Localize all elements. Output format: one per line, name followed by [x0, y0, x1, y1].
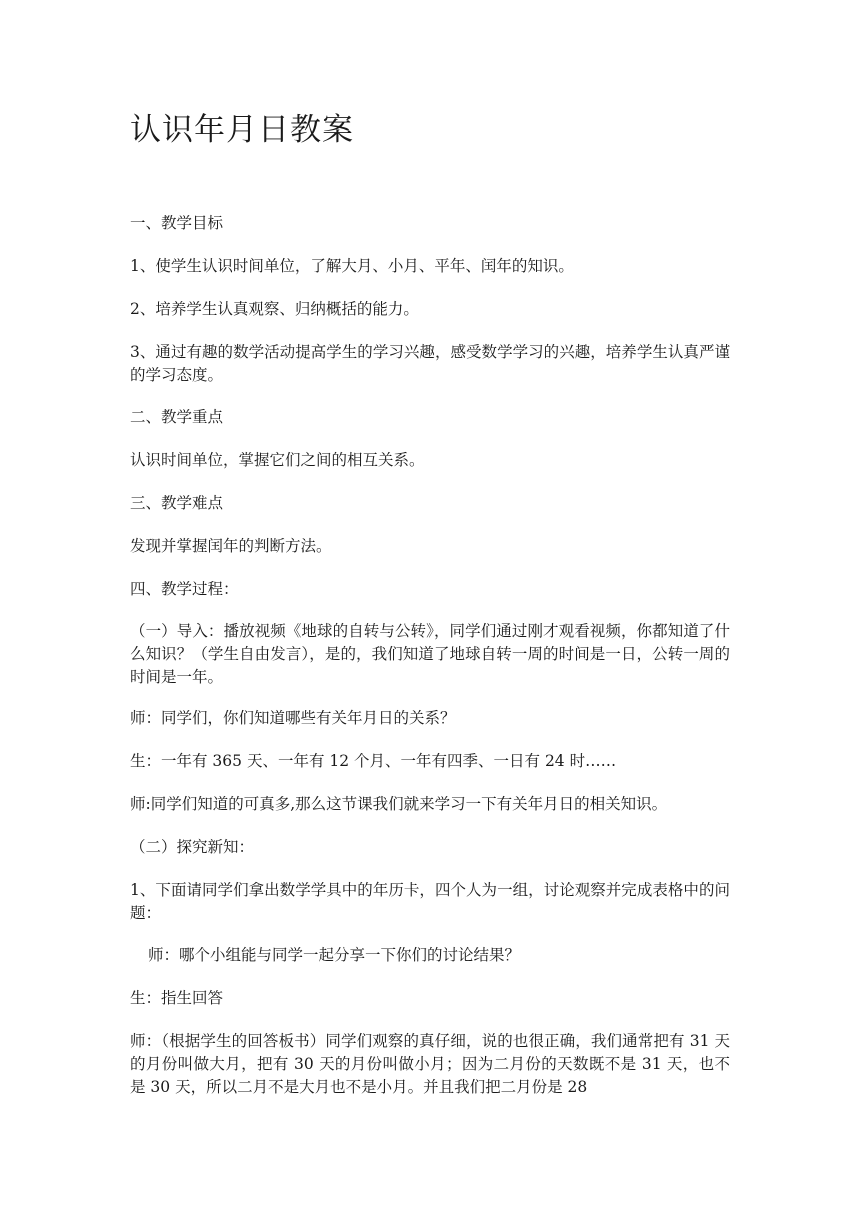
- paragraph: 2、培养学生认真观察、归纳概括的能力。: [130, 300, 419, 318]
- paragraph: 生：指生回答: [130, 989, 224, 1007]
- paragraph: 认识时间单位，掌握它们之间的相互关系。: [130, 451, 425, 469]
- paragraph: （一）导入：播放视频《地球的自转与公转》，同学们通过刚才观看视频，你都知道了什么知识？（学生自由发言），是的，我们知道了地球自转一周的时间是一日，公转一周的时间是一年。: [130, 622, 730, 686]
- paragraph: 师：同学们，你们知道哪些有关年月日的关系？: [130, 709, 456, 727]
- paragraph: 生：一年有 365 天、一年有 12 个月、一年有四季、一日有 24 时……: [130, 752, 617, 770]
- paragraph: 师:同学们知道的可真多,那么这节课我们就来学习一下有关年月日的相关知识。: [130, 795, 668, 813]
- paragraph: （二）探究新知：: [130, 838, 255, 856]
- section-heading-key-points: 二、教学重点: [130, 408, 224, 426]
- paragraph: 师：哪个小组能与同学一起分享一下你们的讨论结果？: [148, 946, 521, 964]
- paragraph: 发现并掌握闰年的判断方法。: [130, 537, 332, 555]
- paragraph: 3、通过有趣的数学活动提高学生的学习兴趣，感受数学学习的兴趣，培养学生认真严谨的学习态度。: [130, 343, 730, 384]
- paragraph: 1、使学生认识时间单位，了解大月、小月、平年、闰年的知识。: [130, 257, 574, 275]
- section-heading-objectives: 一、教学目标: [130, 214, 224, 232]
- section-heading-process: 四、教学过程：: [130, 580, 239, 598]
- paragraph: 师：（根据学生的回答板书）同学们观察的真仔细，说的也很正确，我们通常把有 31 天的月份叫做大月，把有 30 天的月份叫做小月；因为二月份的天数既不是 31 天，也不是 30 天，所以二月不是大月也不是小月。并且我们把二月份是 28: [130, 1032, 730, 1096]
- document-title: 认识年月日教案: [130, 112, 354, 148]
- section-heading-difficulties: 三、教学难点: [130, 494, 224, 512]
- paragraph: 1、下面请同学们拿出数学学具中的年历卡，四个人为一组，讨论观察并完成表格中的问题：: [130, 881, 730, 922]
